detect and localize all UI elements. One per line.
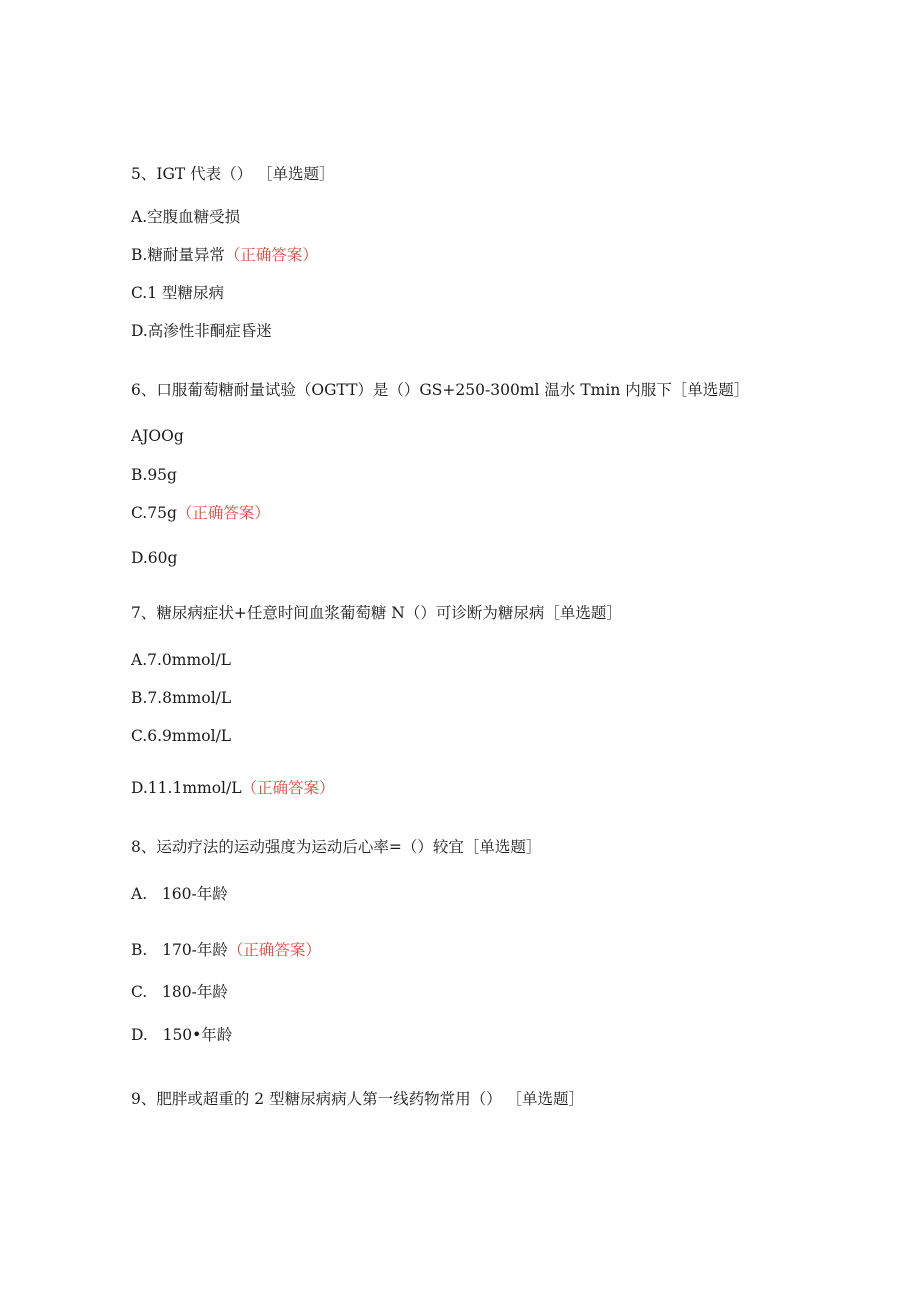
option-item xyxy=(131,245,318,265)
option-text: B.95g xyxy=(131,466,177,484)
option-text: D.高渗性非酮症昏迷 xyxy=(131,322,272,340)
question-text: 9、肥胖或超重的 2 型糖尿病病人第一线药物常用（） ［单选题］ xyxy=(131,1090,585,1108)
option-text: C.1 型糖尿病 xyxy=(131,284,225,302)
option-item xyxy=(131,940,321,960)
option-text: B.7.8mmol∕L xyxy=(131,689,232,707)
option-text: D.11.1mmol∕L xyxy=(131,779,242,797)
option-text: A.7.0mmol∕L xyxy=(131,651,231,669)
option-item xyxy=(131,207,240,227)
question-stem xyxy=(131,1089,584,1109)
option-text: B.糖耐量异常 xyxy=(131,246,225,264)
option-item xyxy=(131,884,228,904)
option-text: C.6.9mmol∕L xyxy=(131,727,232,745)
option-text: C.75g xyxy=(131,504,177,522)
option-item xyxy=(131,503,270,523)
option-text: AJOOg xyxy=(131,427,184,445)
option-item xyxy=(131,321,272,341)
option-text: D. 150•年龄 xyxy=(131,1026,233,1044)
question-text: 7、糖尿病症状+任意时间血浆葡萄糖 N（）可诊断为糖尿病［单选题］ xyxy=(131,604,622,622)
option-text: D.60g xyxy=(131,549,178,567)
option-text: B. 170-年龄 xyxy=(131,941,228,959)
option-text: A. 160-年龄 xyxy=(131,885,228,903)
question-stem xyxy=(131,603,622,623)
question-stem xyxy=(131,164,335,184)
option-item xyxy=(131,778,335,798)
option-text: C. 180-年龄 xyxy=(131,983,228,1001)
option-item xyxy=(131,465,177,485)
question-text: 6、口服葡萄糖耐量试验（OGTT）是（）GS+250-300ml 温水 Tmin 内服下［单选题］ xyxy=(131,381,750,399)
question-stem xyxy=(131,837,541,857)
option-item xyxy=(131,650,231,670)
question-stem xyxy=(131,380,749,400)
option-item xyxy=(131,426,184,446)
option-item xyxy=(131,982,228,1002)
option-item xyxy=(131,726,231,746)
option-text: A.空腹血糖受损 xyxy=(131,208,241,226)
question-text: 5、IGT 代表（） ［单选题］ xyxy=(131,165,335,183)
option-item xyxy=(131,283,224,303)
correct-answer-label: （正确答案） xyxy=(241,779,335,797)
correct-answer-label: （正确答案） xyxy=(227,941,321,959)
correct-answer-label: （正确答案） xyxy=(176,504,270,522)
correct-answer-label: （正确答案） xyxy=(224,246,318,264)
question-text: 8、运动疗法的运动强度为运动后心率=（）较宜［单选题］ xyxy=(131,838,542,856)
option-item xyxy=(131,1025,232,1045)
option-item xyxy=(131,548,177,568)
option-item xyxy=(131,688,231,708)
